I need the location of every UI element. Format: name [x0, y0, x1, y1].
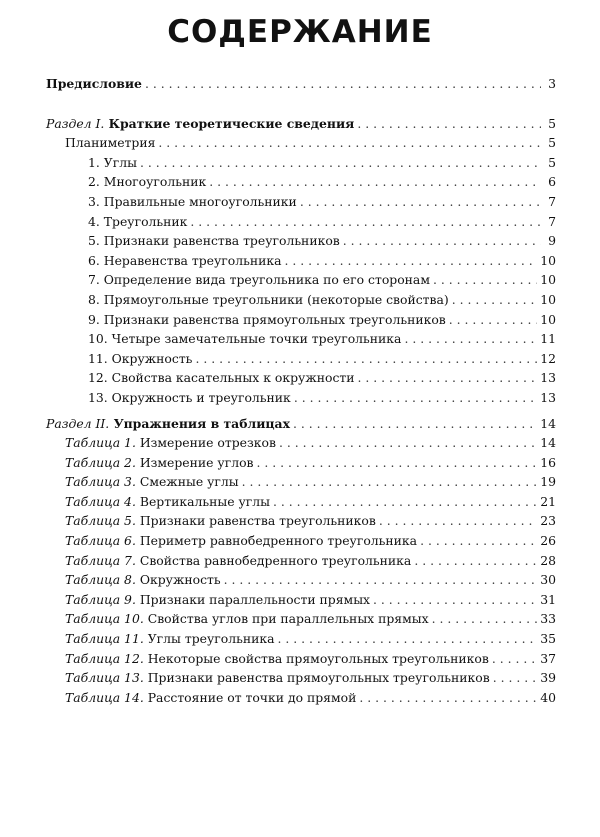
toc-entry-label: 2. Многоугольник: [88, 174, 207, 190]
table-prefix: Таблица 3.: [65, 474, 136, 490]
toc-table-entry[interactable]: [46, 474, 556, 494]
toc-entry-label: [65, 670, 490, 685]
toc-page-number: 13: [540, 370, 556, 386]
toc-entry-label: [65, 572, 221, 587]
toc-table-entry[interactable]: [46, 670, 556, 690]
toc-entry[interactable]: [46, 214, 556, 234]
toc-entry-label: Предисловие: [46, 76, 142, 91]
toc-entry[interactable]: [46, 312, 556, 332]
dot-leader: [209, 174, 541, 189]
toc-entry[interactable]: [46, 272, 556, 292]
dot-leader: [285, 253, 538, 268]
table-title: Измерение отрезков: [139, 435, 276, 451]
toc-page-number: 7: [548, 193, 556, 209]
table-title: Окружность: [139, 572, 221, 588]
dot-leader: [190, 214, 541, 229]
table-title: Некоторые свойства прямоугольных треугольников: [147, 650, 489, 666]
toc-page-number: 30: [540, 572, 556, 588]
toc-entry[interactable]: [46, 233, 556, 253]
dot-leader: [404, 331, 537, 346]
dot-leader: [300, 194, 541, 209]
toc-page-number: 7: [548, 213, 556, 229]
toc-entry[interactable]: [46, 253, 556, 273]
toc-page-number: 37: [540, 650, 556, 666]
table-prefix: Таблица 9.: [65, 591, 136, 607]
dot-leader: [433, 272, 537, 287]
table-prefix: Таблица 2.: [65, 454, 136, 470]
toc-subsection-planimetry[interactable]: [46, 135, 556, 155]
part-1-items: [46, 155, 556, 410]
section-title: Упражнения в таблицах: [113, 415, 290, 431]
toc-entry-label: Планиметрия: [65, 135, 156, 151]
table-prefix: Таблица 5.: [65, 513, 136, 529]
toc-page-number: 14: [540, 435, 556, 451]
toc-page-number: 35: [540, 631, 556, 647]
toc-entry-label: [65, 533, 417, 548]
toc-entry-label: 1. Углы: [88, 154, 137, 170]
table-title: Признаки равенства треугольников: [139, 513, 376, 529]
toc-entry[interactable]: [46, 370, 556, 390]
dot-leader: [343, 233, 541, 248]
toc-page-number: 10: [540, 311, 556, 327]
table-prefix: Таблица 1.: [65, 435, 136, 451]
toc-entry-label: 4. Треугольник: [88, 213, 188, 229]
toc-page-number: 13: [540, 389, 556, 405]
toc-table-entry[interactable]: [46, 631, 556, 651]
toc-page-number: 9: [548, 233, 556, 249]
table-title: Свойства равнобедренного треугольника: [139, 552, 412, 568]
toc-page-number: 11: [540, 331, 556, 347]
toc-table-entry[interactable]: [46, 611, 556, 631]
toc-page-number: 14: [540, 415, 556, 431]
toc-entry[interactable]: [46, 155, 556, 175]
toc-page-number: 16: [540, 454, 556, 470]
table-prefix: Таблица 10.: [65, 611, 144, 627]
toc-page-number: 23: [540, 513, 556, 529]
toc-table-entry[interactable]: [46, 592, 556, 612]
toc-section-part-2[interactable]: [46, 416, 556, 436]
toc-entry-label: [65, 631, 274, 646]
toc-entry-label: [65, 513, 376, 528]
toc-entry[interactable]: [46, 331, 556, 351]
table-prefix: Таблица 4.: [65, 493, 136, 509]
dot-leader: [195, 351, 537, 366]
table-title: Признаки параллельности прямых: [139, 591, 371, 607]
dot-leader: [293, 416, 537, 431]
toc-table-entry[interactable]: [46, 572, 556, 592]
table-title: Углы треугольника: [147, 631, 275, 647]
toc-table-entry[interactable]: [46, 494, 556, 514]
dot-leader: [452, 292, 537, 307]
toc-entry-label: 13. Окружность и треугольник: [88, 389, 291, 405]
dot-leader: [449, 312, 537, 327]
toc-entry-label: 12. Свойства касательных к окружности: [88, 370, 355, 386]
dot-leader: [420, 533, 537, 548]
toc-page-number: 26: [540, 533, 556, 549]
toc-page-number: 5: [548, 135, 556, 151]
toc-entry-preface[interactable]: [46, 76, 556, 96]
table-of-contents: [46, 76, 556, 709]
toc-page-number: 10: [540, 291, 556, 307]
toc-entry-label: 10. Четыре замечательные точки треугольника: [88, 331, 402, 347]
dot-leader: [294, 390, 537, 405]
table-title: Измерение углов: [139, 454, 254, 470]
toc-entry[interactable]: [46, 390, 556, 410]
dot-leader: [224, 572, 538, 587]
toc-page-number: 31: [540, 591, 556, 607]
toc-entry-label: [65, 611, 429, 626]
toc-entry-label: [65, 455, 254, 470]
dot-leader: [145, 76, 541, 91]
section-prefix: Раздел I.: [46, 115, 105, 131]
table-prefix: Таблица 12.: [65, 650, 144, 666]
dot-leader: [140, 155, 541, 170]
part-2-items: [46, 435, 556, 709]
toc-entry-label: 9. Признаки равенства прямоугольных треугольников: [88, 311, 446, 327]
table-prefix: Таблица 8.: [65, 572, 136, 588]
toc-entry-label: 5. Признаки равенства треугольников: [88, 233, 340, 249]
table-title: Периметр равнобедренного треугольника: [139, 533, 418, 549]
toc-entry-label: [65, 435, 276, 450]
toc-entry-label: 8. Прямоугольные треугольники (некоторые свойства): [88, 291, 449, 307]
toc-table-entry[interactable]: [46, 553, 556, 573]
toc-page-number: 10: [540, 272, 556, 288]
toc-entry-label: [65, 494, 270, 509]
toc-table-entry[interactable]: [46, 690, 556, 710]
toc-entry-label: [65, 651, 489, 666]
section-title: Краткие теоретические сведения: [108, 115, 355, 131]
toc-section-label: [46, 416, 290, 431]
table-prefix: Таблица 11.: [65, 631, 144, 647]
toc-page-number: 21: [540, 493, 556, 509]
toc-entry-label: 11. Окружность: [88, 350, 193, 366]
toc-table-entry[interactable]: [46, 455, 556, 475]
toc-page-number: 28: [540, 552, 556, 568]
toc-entry-label: [65, 474, 239, 489]
toc-page-number: 39: [540, 670, 556, 686]
toc-entry[interactable]: [46, 194, 556, 214]
table-prefix: Таблица 6.: [65, 533, 136, 549]
toc-entry-label: 7. Определение вида треугольника по его сторонам: [88, 272, 430, 288]
toc-entry-label: [65, 690, 356, 705]
toc-table-entry[interactable]: [46, 435, 556, 455]
toc-page-number: 40: [540, 689, 556, 705]
toc-page-number: 5: [548, 115, 556, 131]
toc-entry-label: [65, 592, 370, 607]
page-title: СОДЕРЖАНИЕ: [167, 14, 433, 50]
dot-leader: [379, 513, 537, 528]
dot-leader: [359, 690, 537, 705]
dot-leader: [257, 455, 538, 470]
toc-table-entry[interactable]: [46, 651, 556, 671]
toc-table-entry[interactable]: [46, 533, 556, 553]
table-prefix: Таблица 7.: [65, 552, 136, 568]
toc-entry-label: 3. Правильные многоугольники: [88, 193, 297, 209]
toc-entry[interactable]: [46, 174, 556, 194]
dot-leader: [158, 135, 541, 150]
table-title: Вертикальные углы: [139, 493, 270, 509]
dot-leader: [493, 670, 537, 685]
dot-leader: [357, 116, 541, 131]
toc-page-number: 12: [540, 350, 556, 366]
section-prefix: Раздел II.: [46, 415, 110, 431]
toc-page-number: 19: [540, 474, 556, 490]
dot-leader: [492, 651, 537, 666]
toc-entry[interactable]: [46, 292, 556, 312]
toc-page-number: 10: [540, 252, 556, 268]
toc-section-label: [46, 116, 354, 131]
toc-entry-label: 6. Неравенства треугольника: [88, 252, 282, 268]
toc-page-number: 3: [548, 76, 556, 91]
table-prefix: Таблица 13.: [65, 670, 144, 686]
toc-page-number: 5: [548, 154, 556, 170]
table-title: Расстояние от точки до прямой: [147, 689, 357, 705]
dot-leader: [273, 494, 537, 509]
toc-entry[interactable]: [46, 351, 556, 371]
table-title: Признаки равенства прямоугольных треугольников: [147, 670, 490, 686]
table-title: Свойства углов при параллельных прямых: [147, 611, 429, 627]
dot-leader: [414, 553, 537, 568]
dot-leader: [373, 592, 537, 607]
toc-section-part-1[interactable]: [46, 116, 556, 136]
dot-leader: [432, 611, 538, 626]
toc-entry-label: [65, 553, 411, 568]
table-prefix: Таблица 14.: [65, 689, 144, 705]
dot-leader: [242, 474, 538, 489]
toc-page-number: 33: [540, 611, 556, 627]
toc-page-number: 6: [548, 174, 556, 190]
table-title: Смежные углы: [139, 474, 239, 490]
dot-leader: [279, 435, 537, 450]
dot-leader: [358, 370, 538, 385]
toc-table-entry[interactable]: [46, 513, 556, 533]
dot-leader: [277, 631, 537, 646]
